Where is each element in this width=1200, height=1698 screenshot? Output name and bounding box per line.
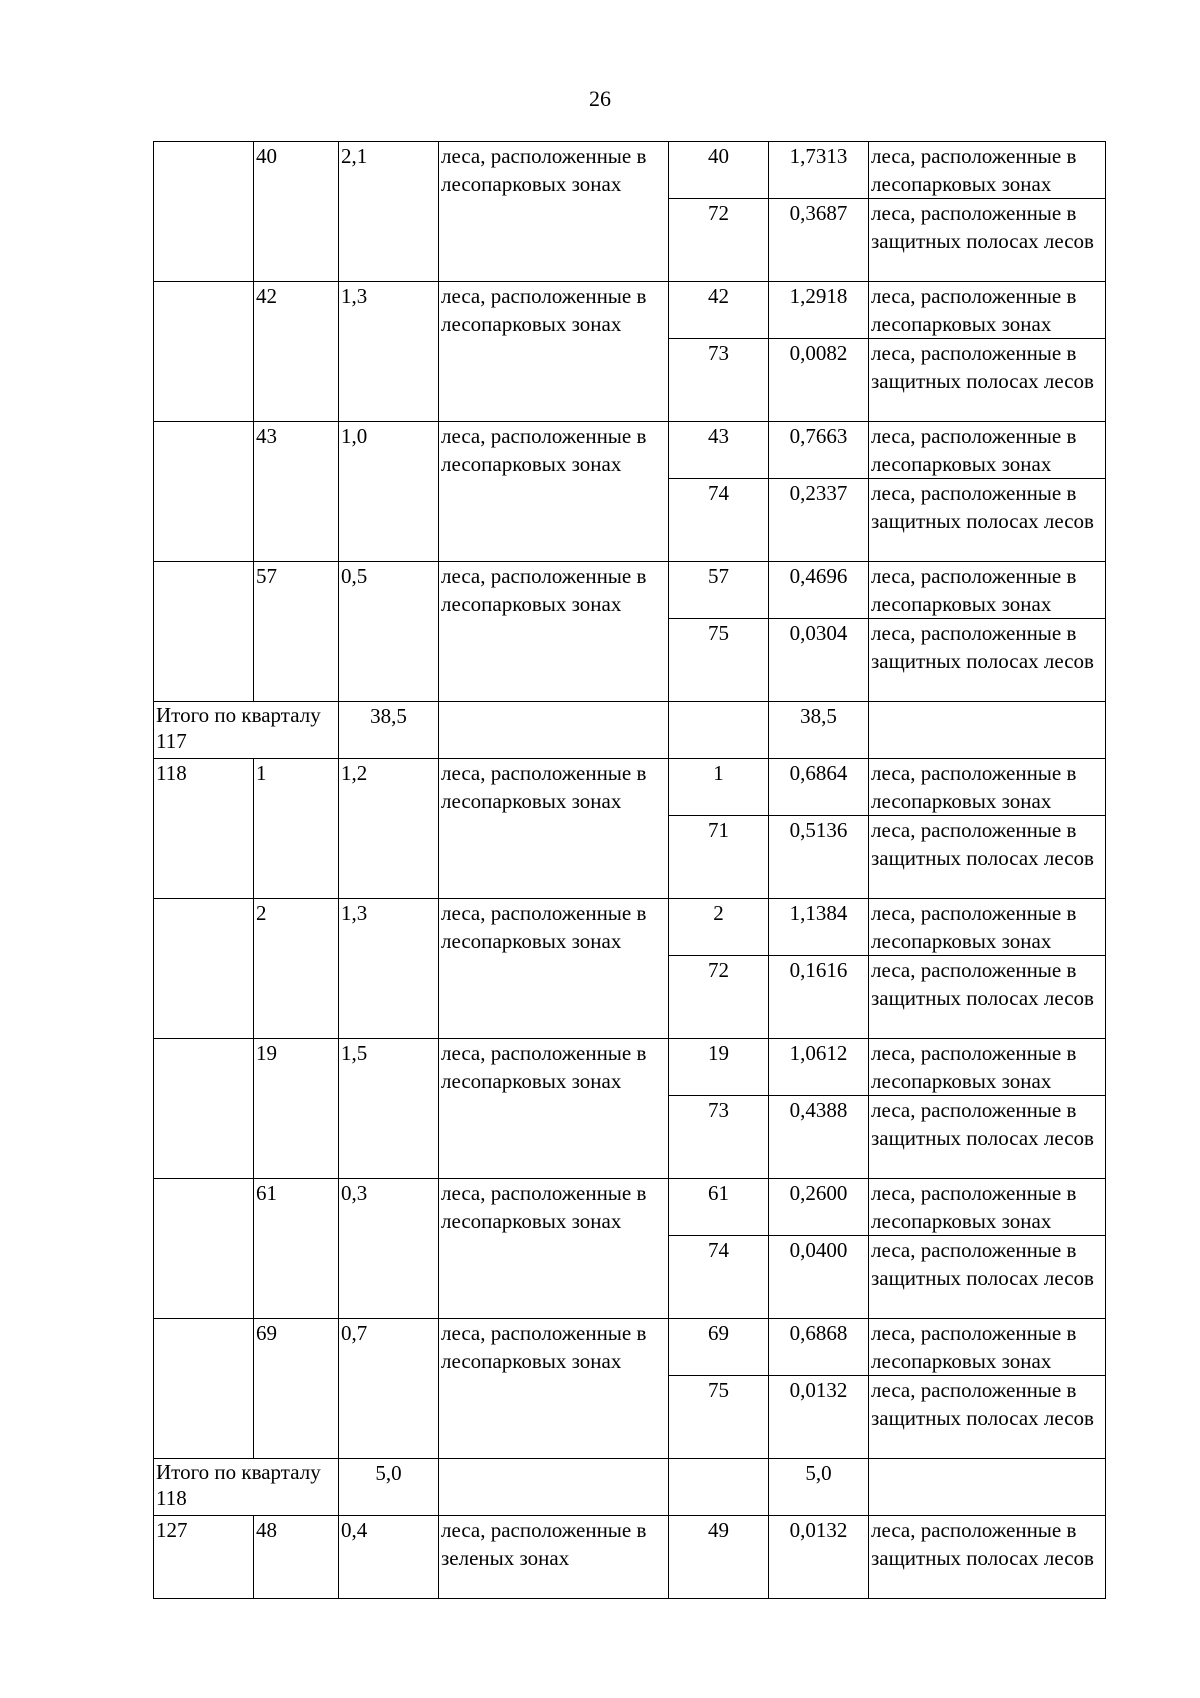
subplot-number: 73 xyxy=(669,1096,769,1179)
subplot-category: леса, расположенные в защитных полосах лесов xyxy=(869,339,1106,422)
subplot-number: 40 xyxy=(669,142,769,199)
plot-number: 48 xyxy=(254,1516,339,1599)
subplot-area: 0,7663 xyxy=(769,422,869,479)
subplot-area: 1,0612 xyxy=(769,1039,869,1096)
plot-area: 1,3 xyxy=(339,899,439,1039)
subplot-number: 73 xyxy=(669,339,769,422)
subplot-number: 2 xyxy=(669,899,769,956)
subplot-area: 0,3687 xyxy=(769,199,869,282)
plot-category: леса, расположенные в лесопарковых зонах xyxy=(439,282,669,422)
subplot-number: 71 xyxy=(669,816,769,899)
subplot-number: 61 xyxy=(669,1179,769,1236)
plot-category: леса, расположенные в лесопарковых зонах xyxy=(439,1319,669,1459)
total-label: Итого по кварталу 118 xyxy=(154,1459,339,1516)
table-row xyxy=(154,282,1106,339)
subplot-category: леса, расположенные в защитных полосах лесов xyxy=(869,619,1106,702)
quarter-cell xyxy=(154,1179,254,1319)
quarter-cell xyxy=(154,899,254,1039)
subplot-number: 43 xyxy=(669,422,769,479)
subplot-number: 75 xyxy=(669,619,769,702)
plot-category: леса, расположенные в лесопарковых зонах xyxy=(439,759,669,899)
plot-area: 2,1 xyxy=(339,142,439,282)
empty-cell xyxy=(669,1459,769,1516)
plot-number: 43 xyxy=(254,422,339,562)
plot-area: 0,7 xyxy=(339,1319,439,1459)
subplot-category: леса, расположенные в лесопарковых зонах xyxy=(869,899,1106,956)
subplot-area: 0,4388 xyxy=(769,1096,869,1179)
plot-category: леса, расположенные в зеленых зонах xyxy=(439,1516,669,1599)
plot-category: леса, расположенные в лесопарковых зонах xyxy=(439,899,669,1039)
subplot-category: леса, расположенные в лесопарковых зонах xyxy=(869,562,1106,619)
empty-cell xyxy=(439,1459,669,1516)
empty-cell xyxy=(669,702,769,759)
plot-category: леса, расположенные в лесопарковых зонах xyxy=(439,422,669,562)
plot-area: 1,3 xyxy=(339,282,439,422)
subplot-area: 0,0304 xyxy=(769,619,869,702)
total-area: 38,5 xyxy=(339,702,439,759)
subplot-number: 72 xyxy=(669,199,769,282)
subplot-category: леса, расположенные в защитных полосах лесов xyxy=(869,479,1106,562)
table-row xyxy=(154,562,1106,619)
quarter-cell xyxy=(154,422,254,562)
subplot-category: леса, расположенные в лесопарковых зонах xyxy=(869,422,1106,479)
table-row xyxy=(154,1516,1106,1599)
table-row xyxy=(154,142,1106,199)
plot-area: 1,5 xyxy=(339,1039,439,1179)
table-row xyxy=(154,1039,1106,1096)
plot-number: 57 xyxy=(254,562,339,702)
subplot-category: леса, расположенные в лесопарковых зонах xyxy=(869,1039,1106,1096)
subplot-number: 74 xyxy=(669,1236,769,1319)
forest-plots-table xyxy=(153,141,1106,1599)
quarter-cell xyxy=(154,142,254,282)
table-row xyxy=(154,422,1106,479)
subplot-number: 75 xyxy=(669,1376,769,1459)
subplot-number: 42 xyxy=(669,282,769,339)
subplot-area: 1,7313 xyxy=(769,142,869,199)
subplot-area: 1,1384 xyxy=(769,899,869,956)
subplot-area: 0,2337 xyxy=(769,479,869,562)
subplot-category: леса, расположенные в лесопарковых зонах xyxy=(869,142,1106,199)
plot-area: 0,5 xyxy=(339,562,439,702)
subplot-category: леса, расположенные в защитных полосах лесов xyxy=(869,1516,1106,1599)
quarter-cell: 118 xyxy=(154,759,254,899)
plot-number: 19 xyxy=(254,1039,339,1179)
empty-cell xyxy=(439,702,669,759)
quarter-cell xyxy=(154,562,254,702)
subplot-number: 74 xyxy=(669,479,769,562)
plot-number: 40 xyxy=(254,142,339,282)
subplot-area: 0,0400 xyxy=(769,1236,869,1319)
total-subplot-area: 38,5 xyxy=(769,702,869,759)
quarter-cell: 127 xyxy=(154,1516,254,1599)
total-area: 5,0 xyxy=(339,1459,439,1516)
empty-cell xyxy=(869,1459,1106,1516)
plot-number: 69 xyxy=(254,1319,339,1459)
quarter-cell xyxy=(154,282,254,422)
plot-area: 0,4 xyxy=(339,1516,439,1599)
total-subplot-area: 5,0 xyxy=(769,1459,869,1516)
subplot-area: 0,6868 xyxy=(769,1319,869,1376)
subplot-category: леса, расположенные в лесопарковых зонах xyxy=(869,1179,1106,1236)
subplot-number: 1 xyxy=(669,759,769,816)
plot-category: леса, расположенные в лесопарковых зонах xyxy=(439,1039,669,1179)
subplot-area: 0,0132 xyxy=(769,1516,869,1599)
plot-area: 0,3 xyxy=(339,1179,439,1319)
plot-number: 2 xyxy=(254,899,339,1039)
quarter-cell xyxy=(154,1039,254,1179)
subplot-area: 0,1616 xyxy=(769,956,869,1039)
plot-area: 1,2 xyxy=(339,759,439,899)
subplot-category: леса, расположенные в защитных полосах лесов xyxy=(869,1236,1106,1319)
total-row xyxy=(154,1459,1106,1516)
plot-number: 1 xyxy=(254,759,339,899)
plot-category: леса, расположенные в лесопарковых зонах xyxy=(439,1179,669,1319)
subplot-category: леса, расположенные в лесопарковых зонах xyxy=(869,282,1106,339)
subplot-category: леса, расположенные в защитных полосах лесов xyxy=(869,199,1106,282)
subplot-category: леса, расположенные в защитных полосах лесов xyxy=(869,1096,1106,1179)
subplot-area: 0,4696 xyxy=(769,562,869,619)
subplot-number: 72 xyxy=(669,956,769,1039)
subplot-area: 1,2918 xyxy=(769,282,869,339)
table-row xyxy=(154,1179,1106,1236)
subplot-number: 49 xyxy=(669,1516,769,1599)
plot-category: леса, расположенные в лесопарковых зонах xyxy=(439,562,669,702)
subplot-category: леса, расположенные в лесопарковых зонах xyxy=(869,759,1106,816)
subplot-category: леса, расположенные в защитных полосах лесов xyxy=(869,816,1106,899)
total-row xyxy=(154,702,1106,759)
subplot-area: 0,2600 xyxy=(769,1179,869,1236)
subplot-number: 57 xyxy=(669,562,769,619)
empty-cell xyxy=(869,702,1106,759)
plot-number: 42 xyxy=(254,282,339,422)
subplot-number: 69 xyxy=(669,1319,769,1376)
table-row xyxy=(154,759,1106,816)
table-row xyxy=(154,1319,1106,1376)
subplot-number: 19 xyxy=(669,1039,769,1096)
plot-category: леса, расположенные в лесопарковых зонах xyxy=(439,142,669,282)
subplot-area: 0,5136 xyxy=(769,816,869,899)
plot-area: 1,0 xyxy=(339,422,439,562)
subplot-area: 0,0132 xyxy=(769,1376,869,1459)
subplot-category: леса, расположенные в защитных полосах лесов xyxy=(869,956,1106,1039)
quarter-cell xyxy=(154,1319,254,1459)
table-row xyxy=(154,899,1106,956)
plot-number: 61 xyxy=(254,1179,339,1319)
total-label: Итого по кварталу 117 xyxy=(154,702,339,759)
subplot-area: 0,6864 xyxy=(769,759,869,816)
page-number: 26 xyxy=(589,86,611,111)
subplot-category: леса, расположенные в лесопарковых зонах xyxy=(869,1319,1106,1376)
subplot-area: 0,0082 xyxy=(769,339,869,422)
subplot-category: леса, расположенные в защитных полосах лесов xyxy=(869,1376,1106,1459)
